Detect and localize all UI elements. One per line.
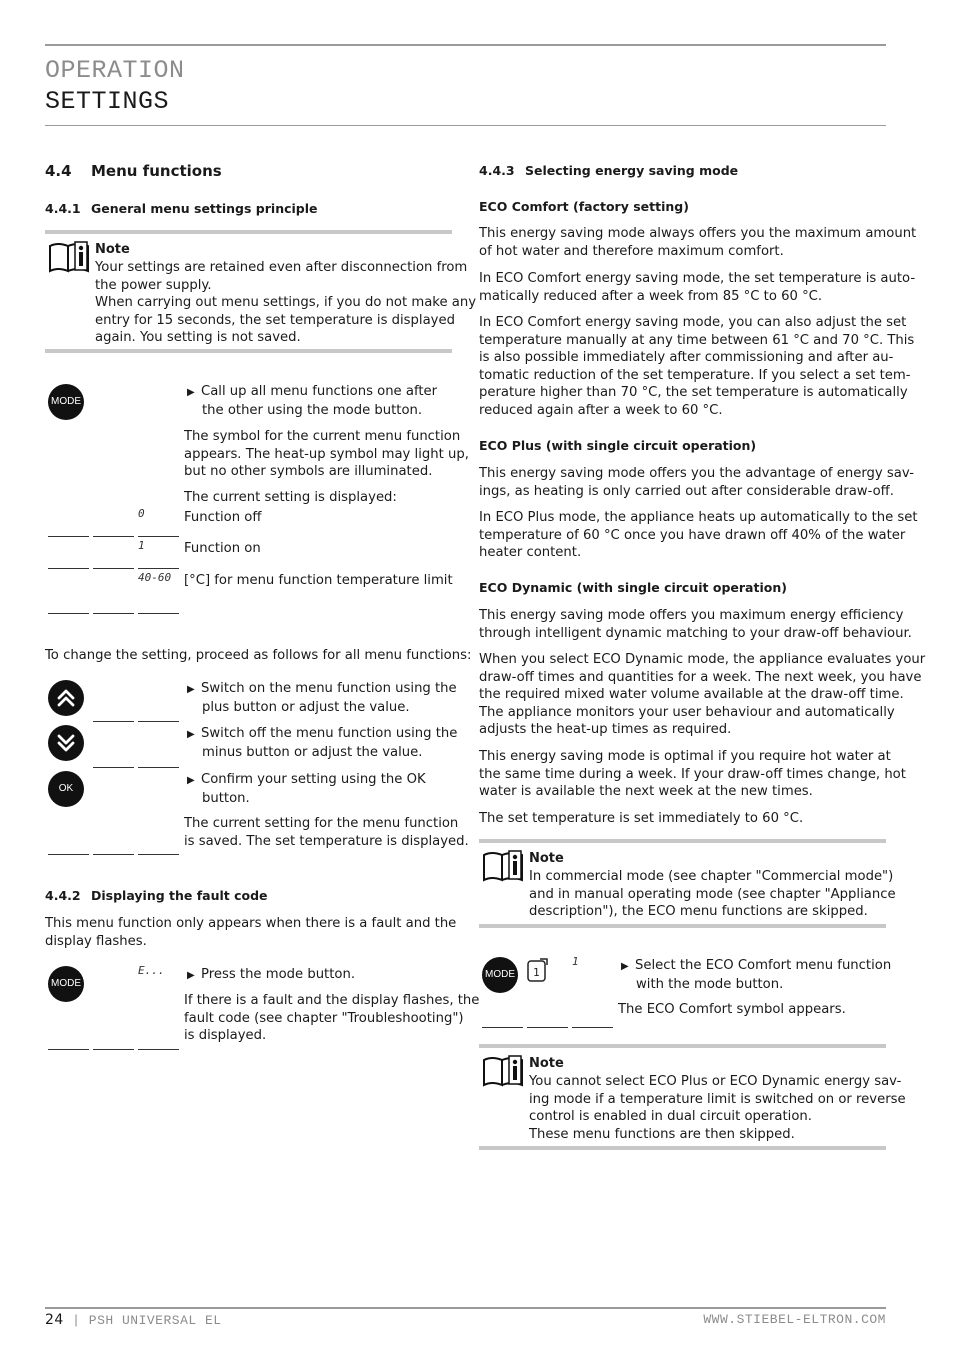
ok-button[interactable]: OK bbox=[48, 771, 84, 807]
lcd-segment bbox=[572, 1027, 613, 1028]
lcd-segment bbox=[138, 536, 179, 537]
heading-4-4-1: 4.4.1 General menu settings principle bbox=[45, 201, 318, 216]
lcd-segment bbox=[48, 854, 89, 855]
heading-4-4: 4.4 Menu functions bbox=[45, 162, 222, 180]
website-link[interactable]: WWW.STIEBEL-ELTRON.COM bbox=[703, 1312, 886, 1327]
heading-4-4-3: 4.4.3 Selecting energy saving mode bbox=[479, 163, 739, 178]
fault-paragraph: This menu function only appears when there is a fault and the display flashes. bbox=[45, 916, 457, 949]
lcd-segment bbox=[93, 767, 134, 768]
header-top-rule bbox=[45, 44, 886, 46]
setting-function-off: Function off bbox=[184, 510, 262, 525]
lcd-segment bbox=[93, 721, 134, 722]
bullet-triangle-icon: ▶ bbox=[187, 684, 195, 695]
lcd-segment bbox=[527, 1027, 568, 1028]
fault-result-paragraph: If there is a fault and the display flashes, the fault code (see chapter "Troubleshooting") is displayed. bbox=[184, 993, 480, 1044]
lcd-fault-code: E... bbox=[138, 964, 165, 977]
lcd-segment bbox=[138, 1049, 179, 1050]
note-bottom-bar bbox=[479, 924, 886, 928]
setting-temp-limit: [°C] for menu function temperature limit bbox=[184, 573, 453, 588]
change-setting-paragraph: To change the setting, proceed as follows for all menu functions: bbox=[45, 648, 472, 663]
footer-rule bbox=[45, 1307, 886, 1309]
section-title: OPERATION bbox=[45, 56, 185, 85]
page-title: SETTINGS bbox=[45, 87, 170, 116]
bullet-triangle-icon: ▶ bbox=[187, 970, 195, 981]
bullet-triangle-icon: ▶ bbox=[187, 775, 195, 786]
lcd-value-on: 1 bbox=[138, 539, 145, 552]
lcd-value-range: 40-60 bbox=[138, 571, 172, 584]
note-top-bar bbox=[45, 230, 452, 234]
product-name: PSH UNIVERSAL EL bbox=[88, 1313, 222, 1328]
lcd-segment bbox=[48, 536, 89, 537]
bullet-triangle-icon: ▶ bbox=[621, 961, 629, 972]
lcd-segment bbox=[93, 568, 134, 569]
plus-button[interactable] bbox=[48, 680, 84, 716]
note-top-bar bbox=[479, 839, 886, 843]
header-bottom-rule bbox=[45, 125, 886, 126]
eco-dynamic-para-2: When you select ECO Dynamic mode, the appliance evaluates your draw-off times and quantities for a week. The next week, you have the required mixed water volume available at the draw-off time. The appliance monitors your user behaviour and automatically adjusts the heat-up times as required. bbox=[479, 652, 926, 738]
svg-text:1: 1 bbox=[533, 966, 540, 979]
lcd-segment bbox=[93, 854, 134, 855]
eco-result: The ECO Comfort symbol appears. bbox=[618, 1002, 846, 1017]
note-top-bar bbox=[479, 1044, 886, 1048]
eco-plus-para-1: This energy saving mode offers you the advantage of energy sav- ings, as heating is only carried out after considerable draw-off. bbox=[479, 466, 915, 499]
lcd-segment bbox=[138, 767, 179, 768]
lcd-value-off: 0 bbox=[138, 507, 145, 520]
step-call-up-menu: ▶ Call up all menu functions one after the other using the mode button. bbox=[187, 384, 438, 418]
step-press-mode: ▶ Press the mode button. bbox=[187, 966, 355, 985]
minus-chevron-icon bbox=[48, 725, 84, 761]
page-number: 24 bbox=[45, 1312, 64, 1328]
eco-symbol-icon bbox=[526, 957, 550, 983]
lcd-segment bbox=[93, 536, 134, 537]
info-book-icon bbox=[482, 1054, 526, 1088]
step-ok: ▶ Confirm your setting using the OK button. bbox=[187, 772, 426, 806]
eco-dynamic-para-1: This energy saving mode offers you maximum energy efficiency through intelligent dynamic matching to your draw-off behaviour. bbox=[479, 608, 912, 641]
current-setting-label: The current setting is displayed: bbox=[184, 490, 397, 505]
footer-separator: | bbox=[72, 1313, 81, 1328]
lcd-eco-value: 1 bbox=[572, 955, 579, 968]
heading-4-4-2: 4.4.2 Displaying the fault code bbox=[45, 888, 268, 903]
setting-function-on: Function on bbox=[184, 541, 261, 556]
eco-dynamic-para-4: The set temperature is set immediately to 60 °C. bbox=[479, 811, 804, 826]
eco-plus-heading: ECO Plus (with single circuit operation) bbox=[479, 438, 757, 453]
minus-button[interactable] bbox=[48, 725, 84, 761]
symbol-paragraph: The symbol for the current menu function appears. The heat-up symbol may light up, but no other symbols are illuminated. bbox=[184, 429, 469, 480]
note2-text: In commercial mode (see chapter "Commercial mode") and in manual operating mode (see chapter "Appliance description"), the ECO menu functions are skipped. bbox=[529, 869, 896, 920]
note-bottom-bar bbox=[479, 1146, 886, 1150]
lcd-segment bbox=[482, 1027, 523, 1028]
eco-plus-para-2: In ECO Plus mode, the appliance heats up automatically to the set temperature of 60 °C once you have drawn off 40% of the water heater content. bbox=[479, 510, 918, 561]
note1-text: Your settings are retained even after disconnection from the power supply. When carrying out menu settings, if you do not make any entry for 15 seconds, the set temperature is displayed again. You setting is not saved. bbox=[95, 260, 477, 346]
lcd-segment bbox=[138, 613, 179, 614]
mode-button-eco[interactable]: MODE bbox=[482, 957, 518, 993]
mode-button[interactable]: MODE bbox=[48, 384, 84, 420]
note-bottom-bar bbox=[45, 349, 452, 353]
eco-comfort-para-1: This energy saving mode always offers you the maximum amount of hot water and therefore maximum comfort. bbox=[479, 226, 917, 259]
info-book-icon bbox=[482, 849, 526, 883]
lcd-segment bbox=[48, 613, 89, 614]
bullet-triangle-icon: ▶ bbox=[187, 387, 195, 398]
eco-dynamic-heading: ECO Dynamic (with single circuit operation) bbox=[479, 580, 787, 595]
step-minus: ▶ Switch off the menu function using the minus button or adjust the value. bbox=[187, 726, 458, 760]
lcd-segment bbox=[93, 1049, 134, 1050]
note1-label: Note bbox=[95, 242, 130, 257]
lcd-segment bbox=[138, 721, 179, 722]
eco-comfort-heading: ECO Comfort (factory setting) bbox=[479, 199, 689, 214]
eco-comfort-para-2: In ECO Comfort energy saving mode, the set temperature is auto- matically reduced after a week from 85 °C to 60 °C. bbox=[479, 271, 916, 304]
note3-label: Note bbox=[529, 1056, 564, 1071]
note2-label: Note bbox=[529, 851, 564, 866]
note3-text: You cannot select ECO Plus or ECO Dynamic energy sav- ing mode if a temperature limit is switched on or reverse control is enabled in dual circuit operation. These menu functions are then skipped. bbox=[529, 1074, 906, 1142]
lcd-segment bbox=[138, 568, 179, 569]
lcd-segment bbox=[138, 854, 179, 855]
bullet-triangle-icon: ▶ bbox=[187, 729, 195, 740]
lcd-segment bbox=[48, 1049, 89, 1050]
saved-paragraph: The current setting for the menu function is saved. The set temperature is displayed. bbox=[184, 816, 469, 849]
eco-dynamic-para-3: This energy saving mode is optimal if you require hot water at the same time during a week. If your draw-off times change, hot water is available the next week at the new times. bbox=[479, 749, 906, 800]
plus-chevron-icon bbox=[48, 680, 84, 716]
lcd-segment bbox=[48, 568, 89, 569]
step-plus: ▶ Switch on the menu function using the plus button or adjust the value. bbox=[187, 681, 457, 715]
eco-comfort-para-3: In ECO Comfort energy saving mode, you can also adjust the set temperature manually at any time between 61 °C and 70 °C. This is also possible immediately after commissioning and after au- tomatic reduction of the set temperature. If you select a set tem- perature higher than 70 °C, the set temperature is automatically reduced again after a week to 60 °C. bbox=[479, 315, 915, 418]
mode-button-fault[interactable]: MODE bbox=[48, 966, 84, 1002]
lcd-segment bbox=[93, 613, 134, 614]
info-book-icon bbox=[48, 240, 92, 274]
step-select-eco: ▶ Select the ECO Comfort menu function with the mode button. bbox=[621, 958, 892, 992]
footer-left bbox=[45, 1312, 222, 1328]
